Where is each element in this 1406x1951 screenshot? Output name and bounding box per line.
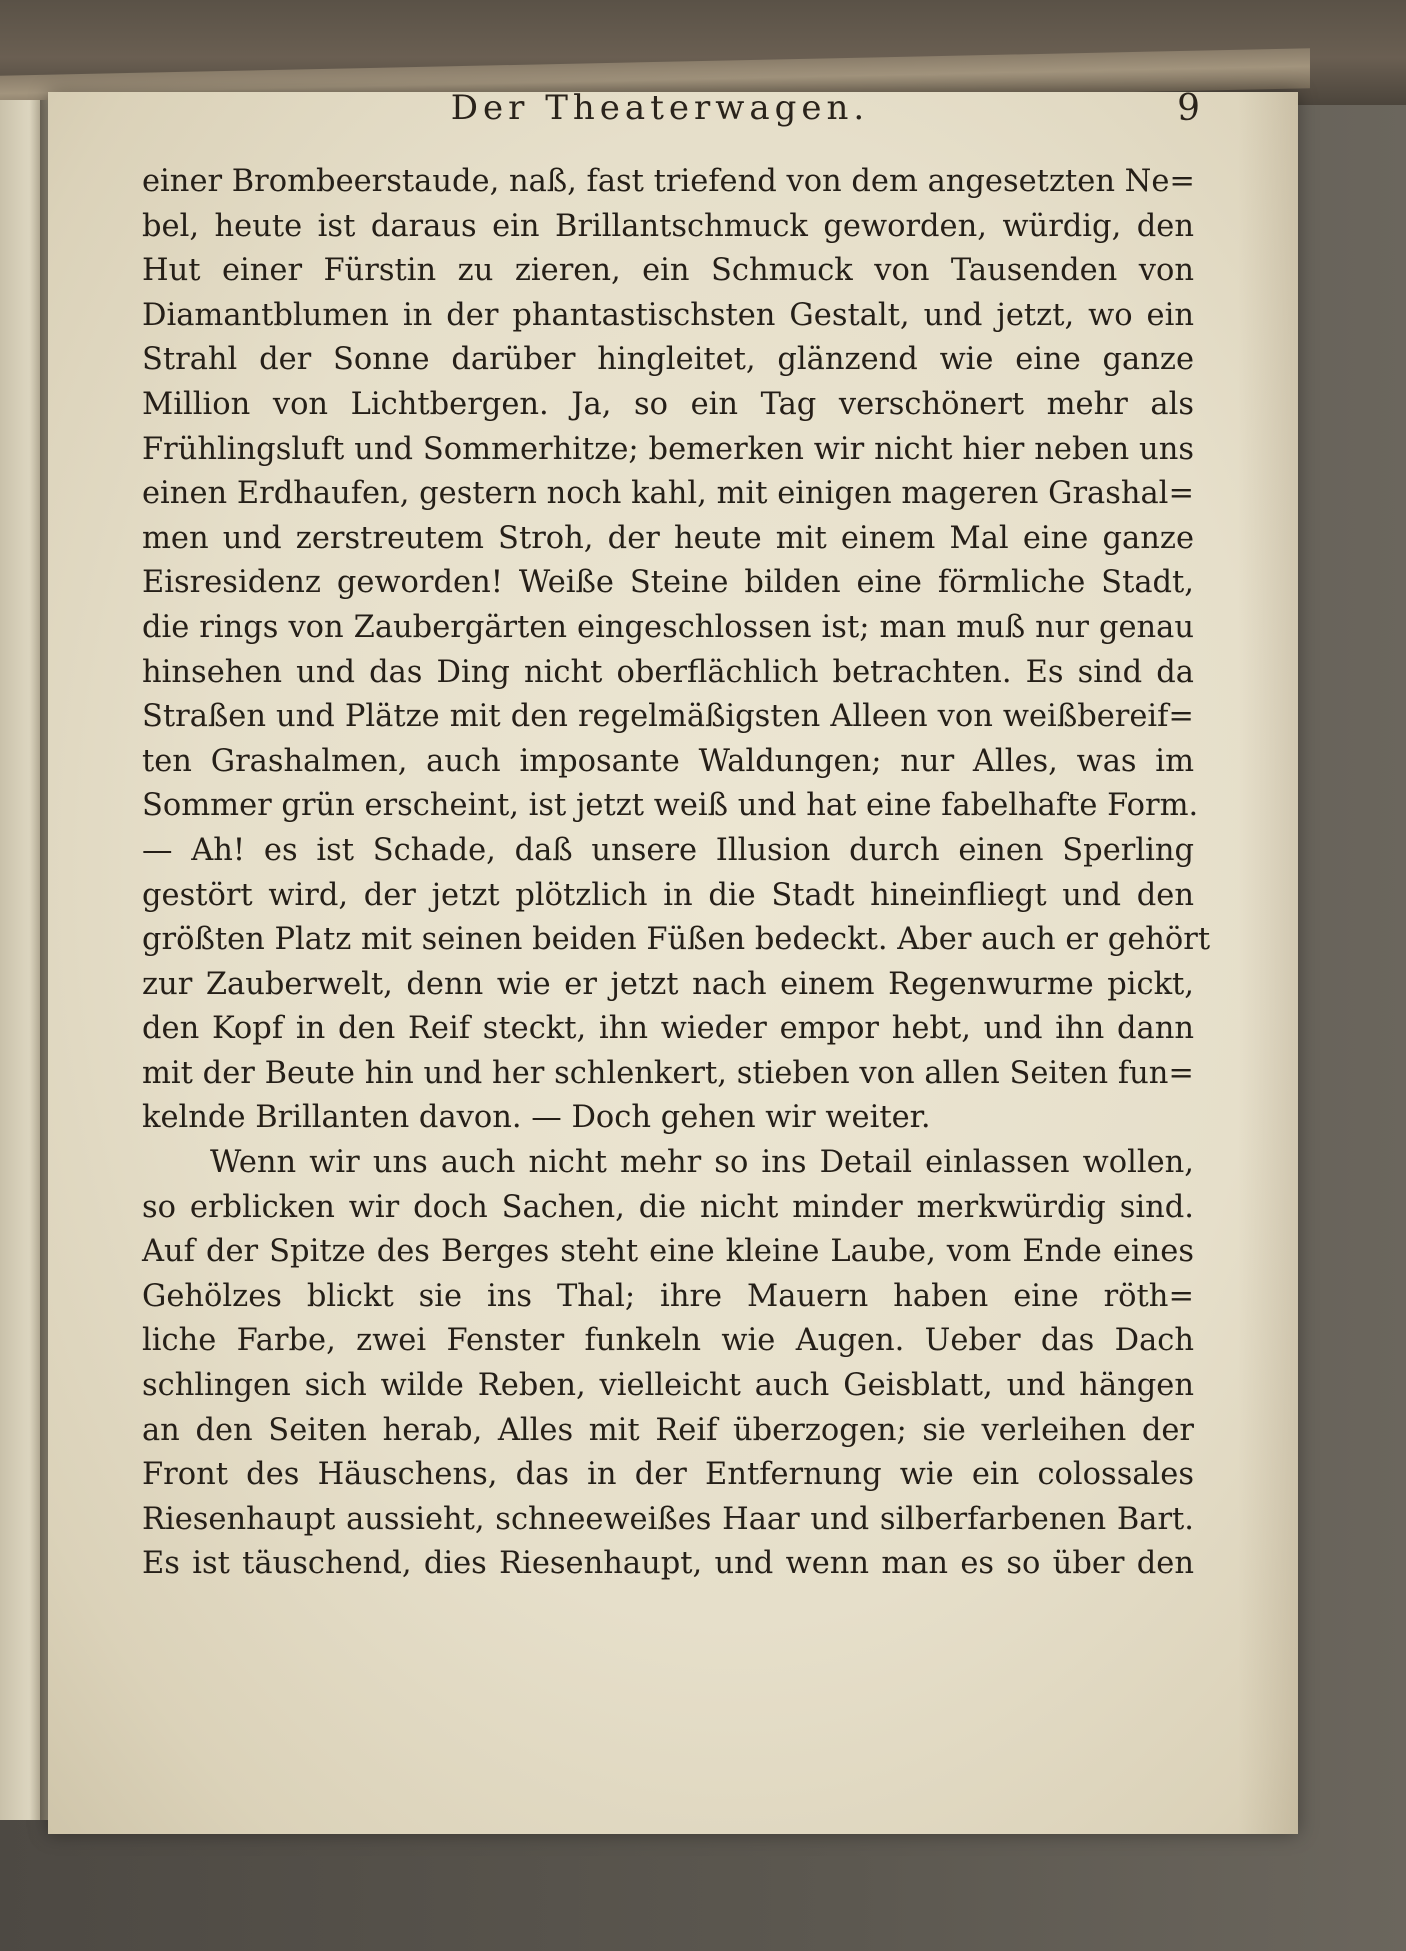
text-line: — Ah! es ist Schade, daß unsere Illusion durch einen Sperling [142, 832, 1194, 868]
page-number: 9 [1177, 88, 1200, 129]
text-line: Auf der Spitze des Berges steht eine kleine Laube, vom Ende eines [142, 1234, 1194, 1270]
text-line: hinsehen und das Ding nicht oberflächlich betrachten. Es sind da [142, 654, 1194, 690]
text-line: so erblicken wir doch Sachen, die nicht minder merkwürdig sind. [142, 1189, 1194, 1225]
text-line: Wenn wir uns auch nicht mehr so ins Detail einlassen wollen, [210, 1145, 1194, 1181]
text-line: Frühlingsluft und Sommerhitze; bemerken wir nicht hier neben uns [142, 431, 1194, 467]
text-line: kelnde Brillanten davon. — Doch gehen wir weiter. [142, 1100, 931, 1136]
text-line: an den Seiten herab, Alles mit Reif überzogen; sie verleihen der [142, 1412, 1194, 1448]
text-line: mit der Beute hin und her schlenkert, stieben von allen Seiten fun= [142, 1055, 1194, 1091]
text-line: den Kopf in den Reif steckt, ihn wieder empor hebt, und ihn dann [142, 1011, 1194, 1047]
page-edge-shadow [1238, 92, 1298, 1834]
text-line: men und zerstreutem Stroh, der heute mit einem Mal eine ganze [142, 520, 1194, 556]
text-line: einer Brombeerstaude, naß, fast triefend von dem angesetzten Ne= [142, 164, 1195, 199]
text-line: bel, heute ist daraus ein Brillantschmuck geworden, würdig, den [142, 208, 1194, 244]
text-line: schlingen sich wilde Reben, vielleicht auch Geisblatt, und hängen [142, 1368, 1194, 1404]
text-line: Gehölzes blickt sie ins Thal; ihre Mauern haben eine röth= [142, 1278, 1194, 1314]
body-text [142, 160, 1211, 1587]
text-line: die rings von Zaubergärten eingeschlossen ist; man muß nur genau [142, 609, 1194, 645]
text-line: Strahl der Sonne darüber hingleitet, glänzend wie eine ganze [142, 342, 1194, 378]
text-line: einen Erdhaufen, gestern noch kahl, mit einigen mageren Grashal= [142, 476, 1194, 512]
text-line: Riesenhaupt aussieht, schneeweißes Haar und silberfarbenen Bart. [142, 1501, 1194, 1537]
text-line: gestört wird, der jetzt plötzlich in die Stadt hineinfliegt und den [142, 877, 1194, 913]
page-header [120, 88, 1200, 144]
text-line: größten Platz mit seinen beiden Füßen bedeckt. Aber auch er gehört [142, 922, 1211, 958]
text-line: liche Farbe, zwei Fenster funkeln wie Augen. Ueber das Dach [142, 1323, 1194, 1359]
facing-page-edge [0, 100, 42, 1820]
running-title: Der Theaterwagen. [450, 88, 870, 128]
text-line: Hut einer Fürstin zu zieren, ein Schmuck von Tausenden von [142, 253, 1194, 289]
text-line: Diamantblumen in der phantastischsten Gestalt, und jetzt, wo ein [142, 297, 1194, 333]
text-line: Front des Häuschens, das in der Entfernung wie ein colossales [142, 1457, 1194, 1493]
text-line: ten Grashalmen, auch imposante Waldungen; nur Alles, was im [142, 743, 1194, 779]
text-line: Eisresidenz geworden! Weiße Steine bilden eine förmliche Stadt, [142, 565, 1194, 601]
text-line: zur Zauberwelt, denn wie er jetzt nach einem Regenwurme pickt, [142, 966, 1194, 1002]
text-line: Million von Lichtbergen. Ja, so ein Tag verschönert mehr als [142, 386, 1194, 422]
text-line: Straßen und Plätze mit den regelmäßigsten Alleen von weißbereif= [142, 699, 1194, 735]
text-line: Sommer grün erscheint, ist jetzt weiß und hat eine fabelhafte Form. [142, 788, 1199, 824]
text-line: Es ist täuschend, dies Riesenhaupt, und wenn man es so über den [142, 1546, 1194, 1582]
